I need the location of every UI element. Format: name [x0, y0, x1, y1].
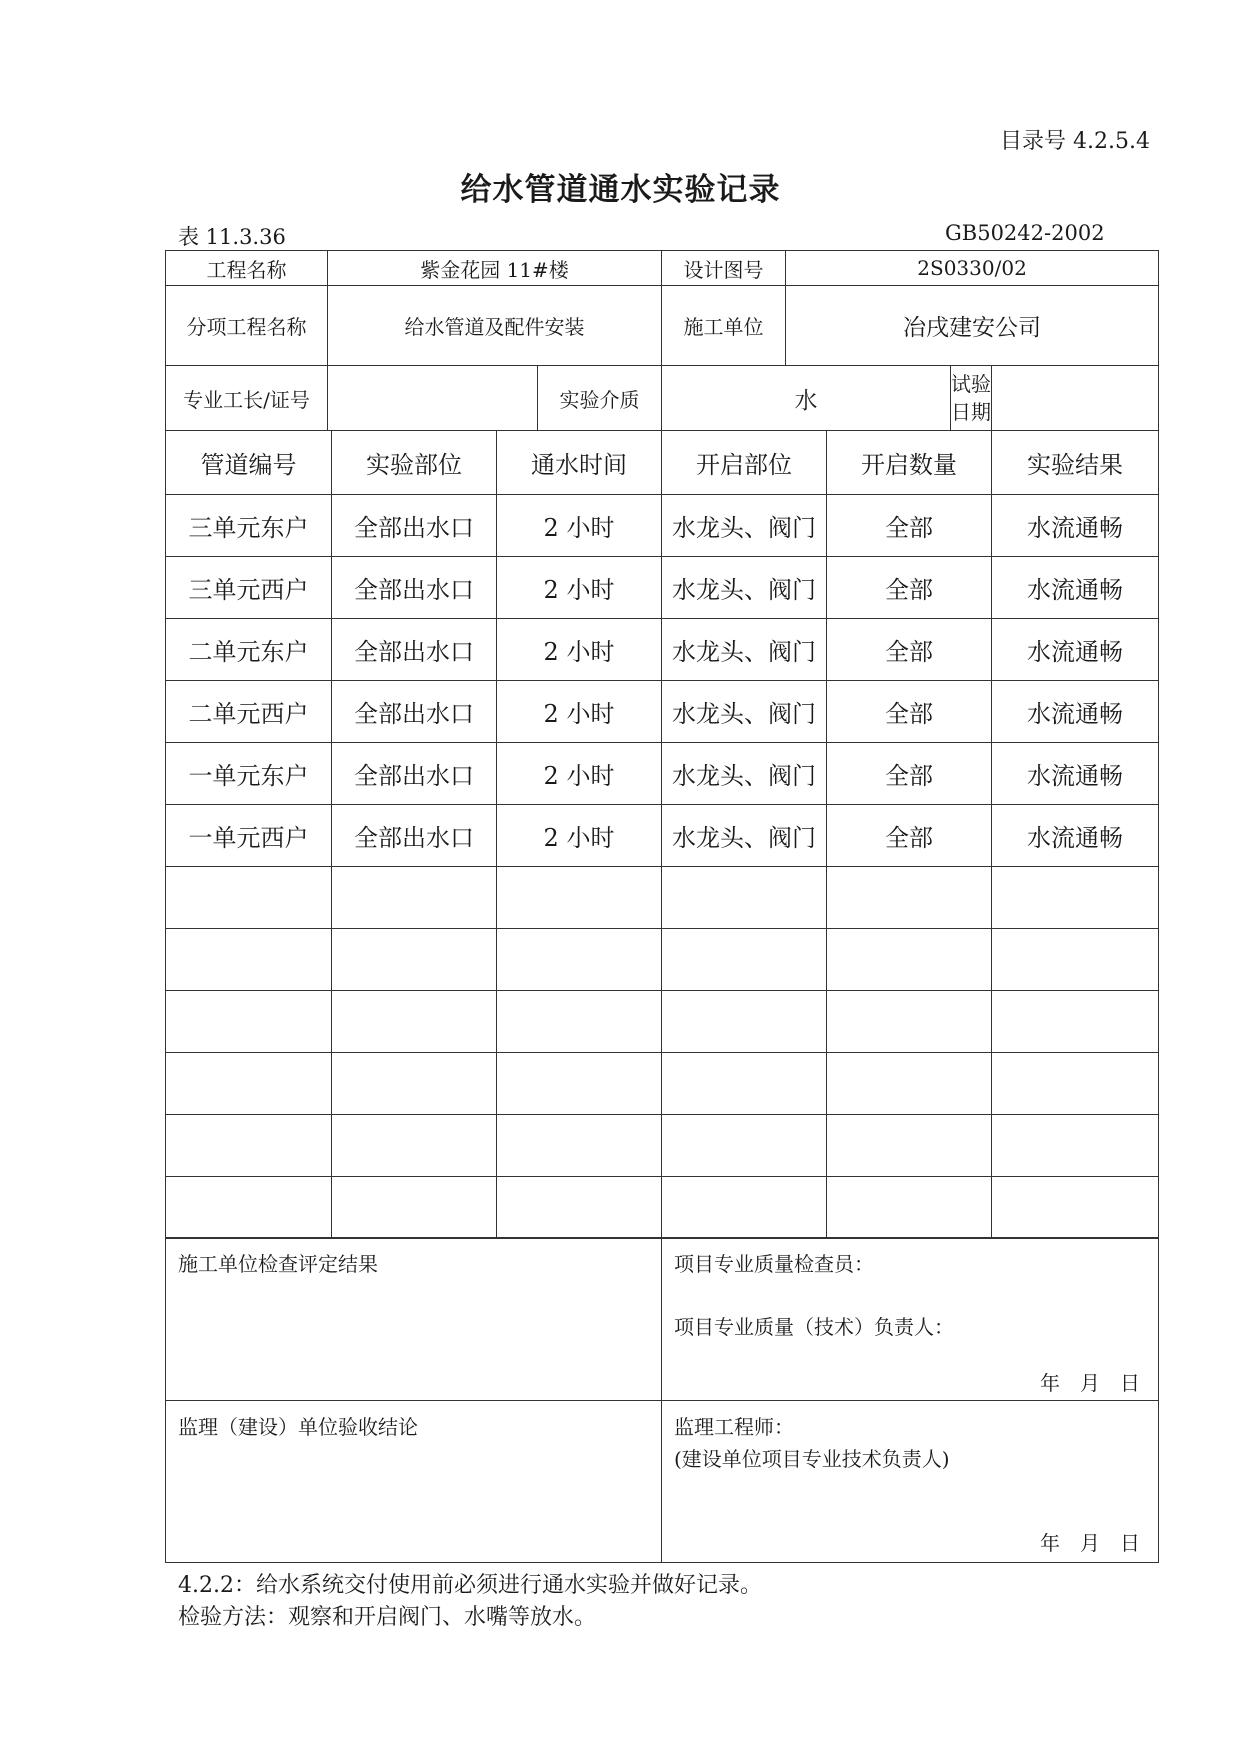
column-header: 实验结果 — [992, 431, 1159, 495]
open-quantity-cell: 全部 — [827, 557, 992, 619]
project-name-label: 工程名称 — [166, 251, 328, 286]
column-header: 管道编号 — [166, 431, 332, 495]
pipe-id-cell — [166, 991, 332, 1053]
open-quantity-cell — [827, 929, 992, 991]
test-date-label-line1: 试验 — [951, 372, 992, 396]
project-name-value: 紫金花园 11#楼 — [328, 251, 662, 286]
open-location-cell: 水龙头、阀门 — [662, 681, 827, 743]
flow-time-cell: 2 小时 — [497, 743, 662, 805]
pipe-id-cell — [166, 1177, 332, 1239]
flow-time-cell — [497, 991, 662, 1053]
column-header: 开启部位 — [662, 431, 827, 495]
test-location-cell — [332, 929, 497, 991]
pipe-id-cell — [166, 929, 332, 991]
pipe-id-cell: 三单元东户 — [166, 495, 332, 557]
flow-time-cell: 2 小时 — [497, 557, 662, 619]
record-table — [165, 250, 1159, 1239]
pipe-id-cell — [166, 1053, 332, 1115]
test-location-cell — [332, 1177, 497, 1239]
signature-date: 年 月 日 — [1040, 1531, 1140, 1555]
contractor-result-label: 施工单位检查评定结果 — [178, 1252, 378, 1276]
test-location-cell — [332, 867, 497, 929]
column-header: 通水时间 — [497, 431, 662, 495]
open-location-cell — [662, 1177, 827, 1239]
open-quantity-cell: 全部 — [827, 681, 992, 743]
pipe-id-cell: 一单元西户 — [166, 805, 332, 867]
flow-time-cell: 2 小时 — [497, 681, 662, 743]
flow-time-cell — [497, 929, 662, 991]
test-result-cell — [992, 929, 1159, 991]
test-date-value — [992, 366, 1159, 431]
subitem-name-label: 分项工程名称 — [166, 286, 328, 366]
open-location-cell — [662, 1115, 827, 1177]
contractor-sign-cell — [662, 1238, 1159, 1401]
pipe-id-cell: 二单元东户 — [166, 619, 332, 681]
open-quantity-cell: 全部 — [827, 495, 992, 557]
table-row — [166, 867, 1159, 929]
test-result-cell — [992, 1115, 1159, 1177]
open-location-cell — [662, 867, 827, 929]
open-location-cell: 水龙头、阀门 — [662, 495, 827, 557]
table-row — [166, 1053, 1159, 1115]
table-row — [166, 681, 1159, 743]
flow-time-cell — [497, 867, 662, 929]
open-location-cell: 水龙头、阀门 — [662, 805, 827, 867]
test-result-cell: 水流通畅 — [992, 619, 1159, 681]
test-location-cell — [332, 991, 497, 1053]
flow-time-cell — [497, 1115, 662, 1177]
open-location-cell — [662, 991, 827, 1053]
open-location-cell — [662, 929, 827, 991]
test-result-cell: 水流通畅 — [992, 681, 1159, 743]
page-title: 给水管道通水实验记录 — [460, 172, 781, 208]
flow-time-cell: 2 小时 — [497, 619, 662, 681]
table-row — [166, 619, 1159, 681]
medium-label: 实验介质 — [538, 366, 662, 431]
flow-time-cell: 2 小时 — [497, 495, 662, 557]
inspection-table — [165, 1237, 1159, 1563]
contractor-label: 施工单位 — [662, 286, 786, 366]
open-quantity-cell — [827, 867, 992, 929]
medium-value: 水 — [662, 366, 951, 431]
test-result-cell — [992, 991, 1159, 1053]
column-header: 实验部位 — [332, 431, 497, 495]
table-row — [166, 1115, 1159, 1177]
test-location-cell: 全部出水口 — [332, 743, 497, 805]
test-location-cell: 全部出水口 — [332, 495, 497, 557]
catalog-number: 目录号 4.2.5.4 — [1000, 129, 1150, 154]
drawing-number-value: 2S0330/02 — [786, 251, 1159, 286]
supervisor-conclusion-label: 监理（建设）单位验收结论 — [178, 1415, 418, 1439]
table-row — [166, 929, 1159, 991]
supervisor-conclusion-cell — [166, 1401, 662, 1563]
quality-inspector-label: 项目专业质量检查员： — [674, 1252, 874, 1276]
open-location-cell: 水龙头、阀门 — [662, 557, 827, 619]
column-header: 开启数量 — [827, 431, 992, 495]
open-quantity-cell: 全部 — [827, 743, 992, 805]
test-date-label-line2: 日期 — [951, 400, 992, 424]
supervisor-sign-cell — [662, 1401, 1159, 1563]
open-location-cell — [662, 1053, 827, 1115]
quality-manager-label: 项目专业质量（技术）负责人： — [674, 1315, 954, 1339]
pipe-id-cell: 二单元西户 — [166, 681, 332, 743]
table-row — [166, 557, 1159, 619]
test-result-cell: 水流通畅 — [992, 805, 1159, 867]
test-result-cell — [992, 1177, 1159, 1239]
signature-date: 年 月 日 — [1040, 1371, 1140, 1395]
table-row — [166, 1177, 1159, 1239]
drawing-number-label: 设计图号 — [662, 251, 786, 286]
contractor-result-cell — [166, 1238, 662, 1401]
note-line: 检验方法：观察和开启阀门、水嘴等放水。 — [178, 1605, 597, 1630]
flow-time-cell — [497, 1177, 662, 1239]
test-location-cell: 全部出水口 — [332, 619, 497, 681]
owner-tech-label: (建设单位项目专业技术负责人) — [674, 1447, 950, 1471]
standard-code: GB50242-2002 — [945, 221, 1105, 245]
test-result-cell: 水流通畅 — [992, 557, 1159, 619]
open-location-cell: 水龙头、阀门 — [662, 743, 827, 805]
open-quantity-cell — [827, 1115, 992, 1177]
contractor-value: 冶戌建安公司 — [786, 286, 1159, 366]
table-row — [166, 991, 1159, 1053]
subitem-name-value: 给水管道及配件安装 — [328, 286, 662, 366]
table-row — [166, 805, 1159, 867]
pipe-id-cell — [166, 867, 332, 929]
flow-time-cell: 2 小时 — [497, 805, 662, 867]
test-location-cell — [332, 1115, 497, 1177]
open-quantity-cell — [827, 991, 992, 1053]
foreman-label: 专业工长/证号 — [166, 366, 328, 431]
table-row — [166, 495, 1159, 557]
test-location-cell — [332, 1053, 497, 1115]
open-quantity-cell — [827, 1177, 992, 1239]
test-location-cell: 全部出水口 — [332, 557, 497, 619]
table-row — [166, 743, 1159, 805]
test-result-cell: 水流通畅 — [992, 495, 1159, 557]
foreman-value — [328, 366, 538, 431]
pipe-id-cell — [166, 1115, 332, 1177]
flow-time-cell — [497, 1053, 662, 1115]
test-result-cell: 水流通畅 — [992, 743, 1159, 805]
pipe-id-cell: 一单元东户 — [166, 743, 332, 805]
test-result-cell — [992, 867, 1159, 929]
supervising-engineer-label: 监理工程师： — [674, 1415, 794, 1439]
note-line: 4.2.2：给水系统交付使用前必须进行通水实验并做好记录。 — [178, 1573, 762, 1598]
test-location-cell: 全部出水口 — [332, 805, 497, 867]
open-location-cell: 水龙头、阀门 — [662, 619, 827, 681]
open-quantity-cell: 全部 — [827, 619, 992, 681]
table-number: 表 11.3.36 — [178, 225, 286, 249]
pipe-id-cell: 三单元西户 — [166, 557, 332, 619]
open-quantity-cell: 全部 — [827, 805, 992, 867]
open-quantity-cell — [827, 1053, 992, 1115]
test-date-label — [951, 366, 992, 431]
test-result-cell — [992, 1053, 1159, 1115]
test-location-cell: 全部出水口 — [332, 681, 497, 743]
